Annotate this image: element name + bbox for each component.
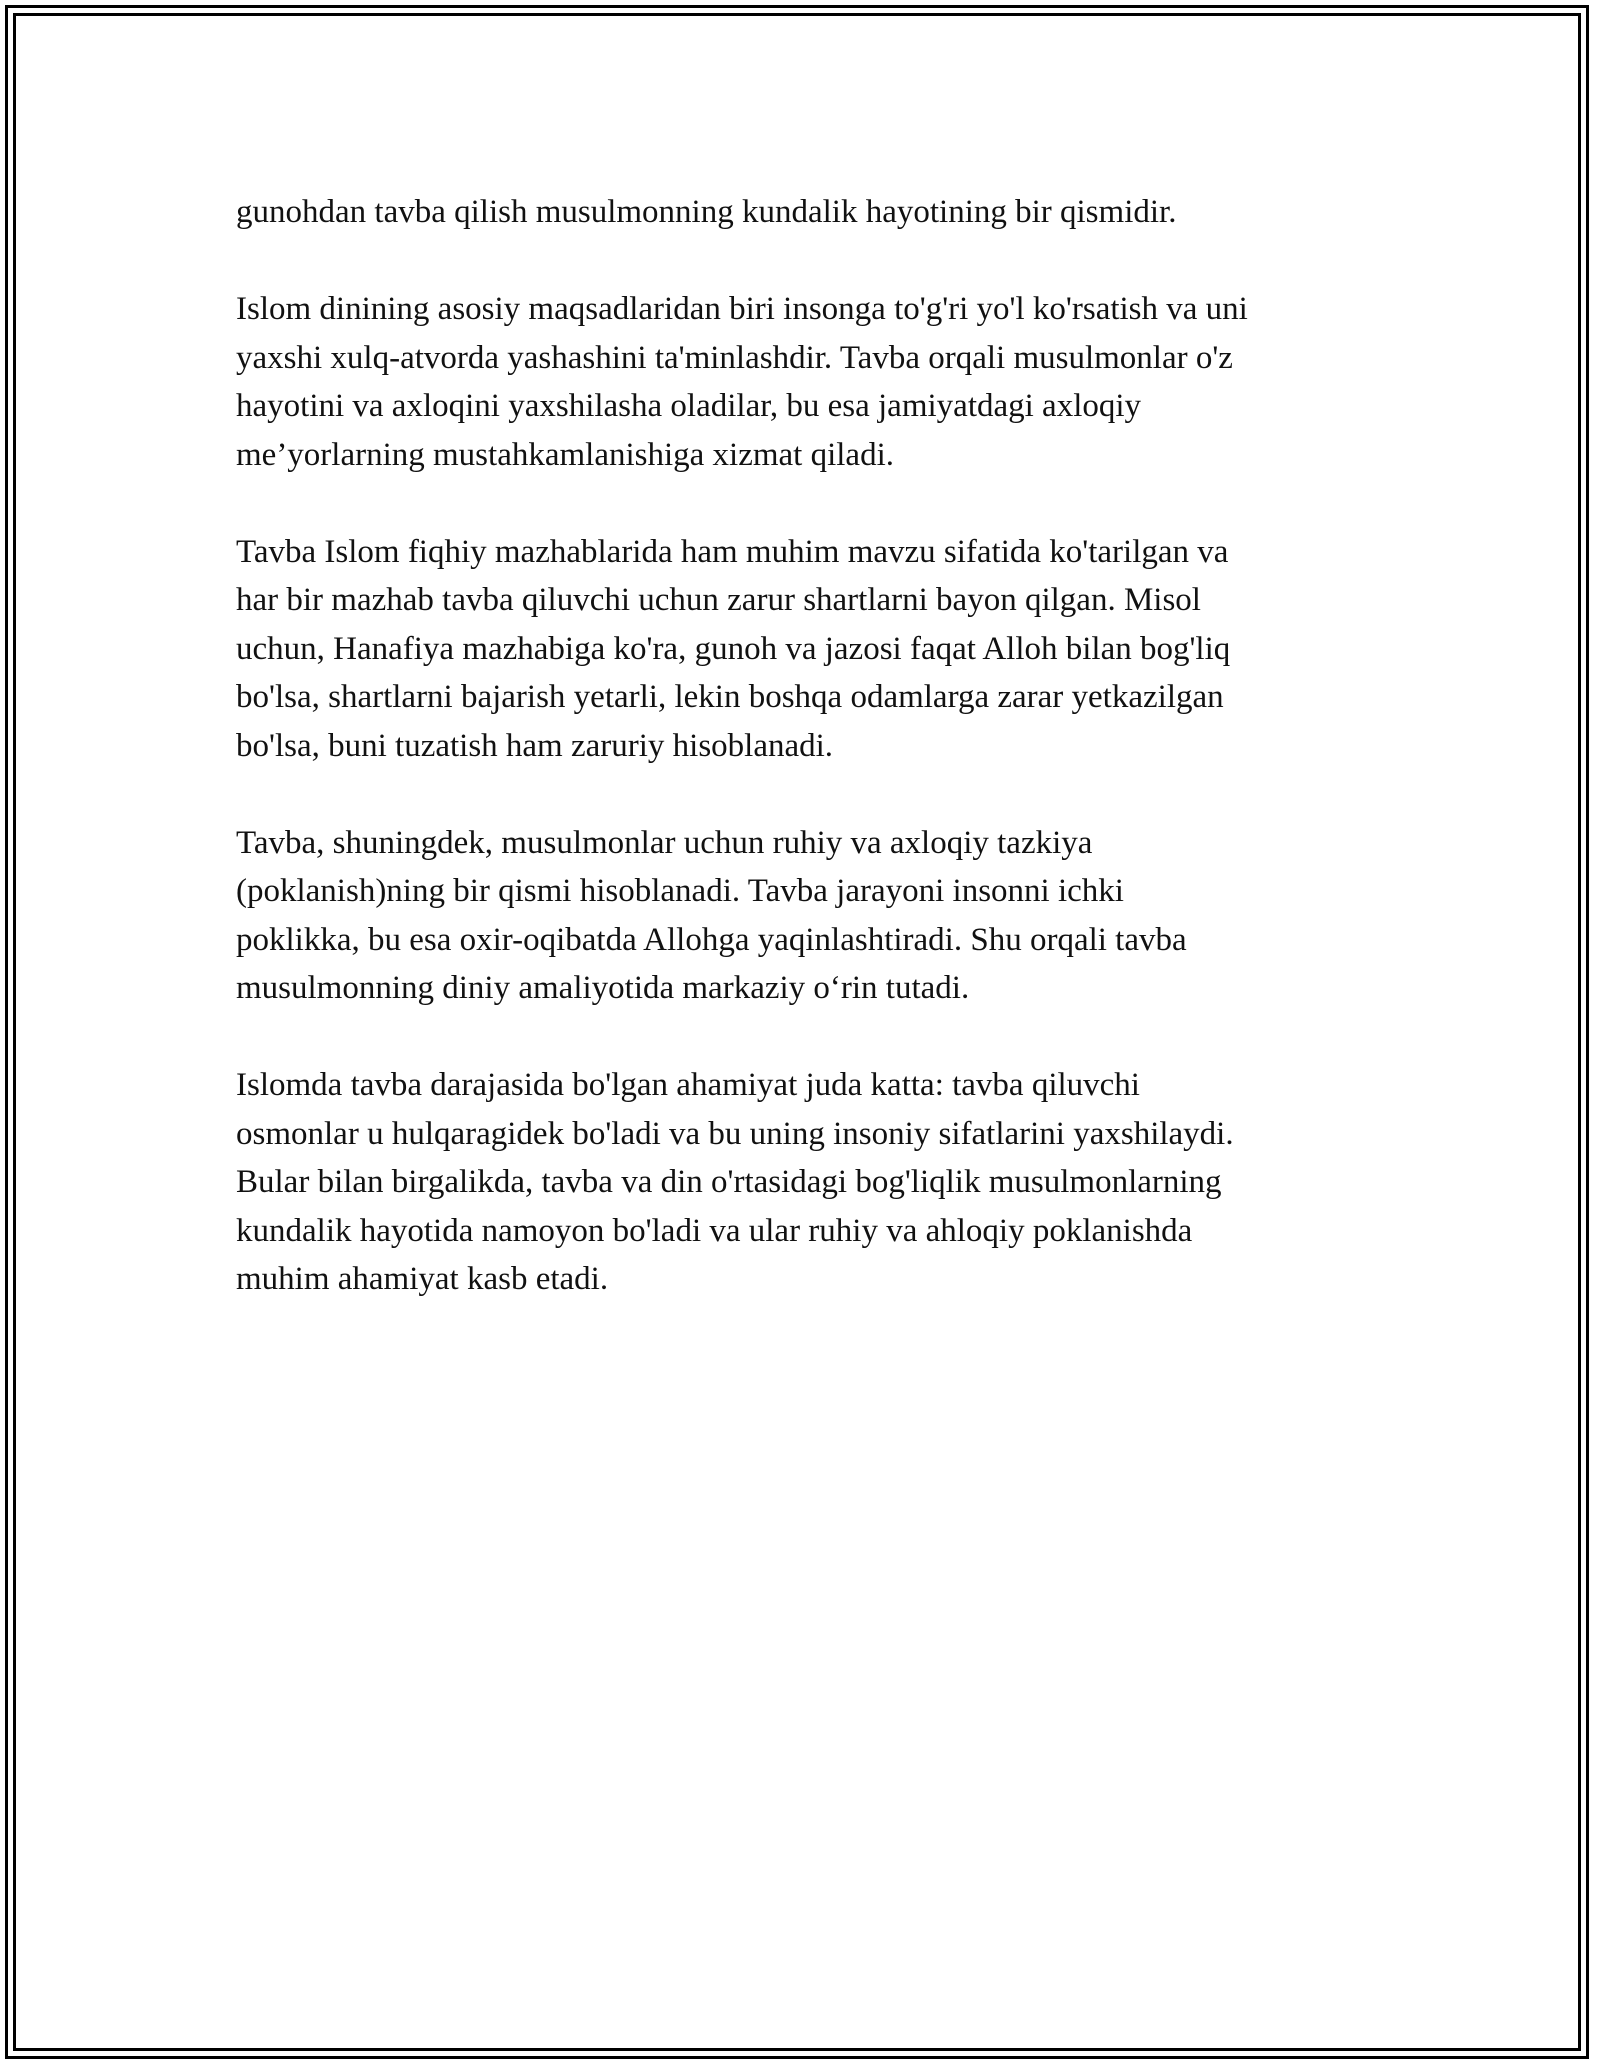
paragraph-3: Tavba Islom fiqhiy mazhablarida ham muhim mavzu sifatida ko'tarilgan va har bir mazhab tavba qiluvchi uchun zarur shartlarni bayon qilgan. Misol uchun, Hanafiya mazhabiga ko'ra, gunoh va jazosi faqat Alloh bilan bog'liq bo'lsa, shartlarni bajarish yetarli, lekin boshqa odamlarga zarar yetkazilgan bo'lsa, buni tuzatish ham zaruriy hisoblanadi. (236, 533, 1231, 764)
paragraph-4: Tavba, shuningdek, musulmonlar uchun ruhiy va axloqiy tazkiya (poklanish)ning bir qismi hisoblanadi. Tavba jarayoni insonni ichki poklikka, bu esa oxir-oqibatda Allohga yaqinlashtiradi. Shu orqali tavba musulmonning diniy amaliyotida markaziy o‘rin tutadi. (236, 824, 1187, 1006)
paragraph-5: Islomda tavba darajasida bo'lgan ahamiyat juda katta: tavba qiluvchi osmonlar u hulqaragidek bo'ladi va bu uning insoniy sifatlarini yaxshilaydi. Bular bilan birgalikda, tavba va din o'rtasidagi bog'liqlik musulmonlarning kundalik hayotida namoyon bo'ladi va ular ruhiy va ahloqiy poklanishda muhim ahamiyat kasb etadi. (236, 1067, 1234, 1297)
document-body (236, 188, 1376, 1352)
paragraph-1: gunohdan tavba qilish musulmonning kundalik hayotining bir qismidir. (236, 194, 1177, 230)
paragraph-2: Islom dinining asosiy maqsadlaridan biri insonga to'g'ri yo'l ko'rsatish va uni yaxshi xulq-atvorda yashashini ta'minlashdir. Tavba orqali musulmonlar o'z hayotini va axloqini yaxshilasha oladilar, bu esa jamiyatdagi axloqiy me’yorlarning mustahkamlanishiga xizmat qiladi. (236, 291, 1248, 473)
